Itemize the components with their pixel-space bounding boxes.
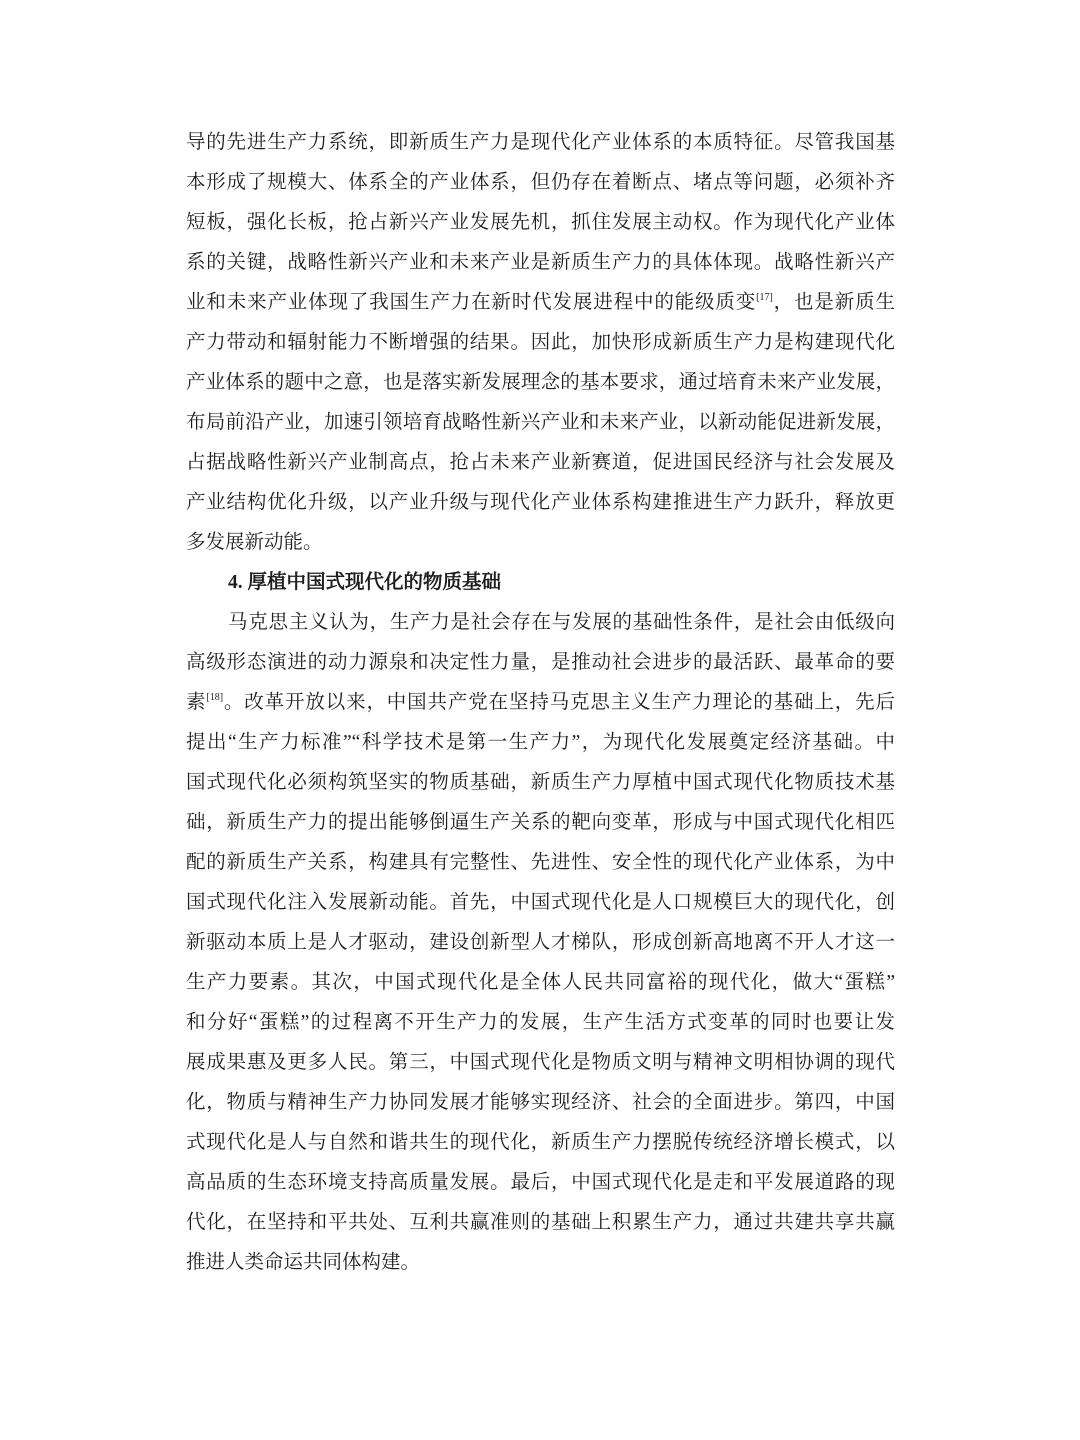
- text-line: 高品质的生态环境支持高质量发展。最后，中国式现代化是走和平发展道路的现: [186, 1172, 895, 1193]
- body-text: [186, 123, 895, 1283]
- text-line: 配的新质生产关系，构建具有完整性、先进性、安全性的现代化产业体系，为中: [186, 852, 895, 873]
- section-heading: 4. 厚植中国式现代化的物质基础: [228, 572, 502, 593]
- text-line: 和分好“蛋糕”的过程离不开生产力的发展，生产生活方式变革的同时也要让发: [186, 1012, 895, 1033]
- text-line: 展成果惠及更多人民。第三，中国式现代化是物质文明与精神文明相协调的现代: [186, 1052, 895, 1073]
- text-line: 系的关键，战略性新兴产业和未来产业是新质生产力的具体体现。战略性新兴产: [186, 252, 895, 273]
- text-line: 产力带动和辐射能力不断增强的结果。因此，加快形成新质生产力是构建现代化: [186, 332, 895, 353]
- citation-marker: [17]: [756, 292, 773, 303]
- paragraph-2: [186, 603, 895, 1283]
- text-line: 产业结构优化升级，以产业升级与现代化产业体系构建推进生产力跃升，释放更: [186, 492, 895, 513]
- text-line: 代化，在坚持和平共处、互利共赢准则的基础上积累生产力，通过共建共享共赢: [186, 1212, 895, 1233]
- text-line: 马克思主义认为，生产力是社会存在与发展的基础性条件，是社会由低级向: [228, 612, 895, 633]
- text-line: 提出“生产力标准”“科学技术是第一生产力”，为现代化发展奠定经济基础。中: [186, 732, 895, 753]
- text-line: 产业体系的题中之意，也是落实新发展理念的基本要求，通过培育未来产业发展，: [186, 372, 895, 393]
- text-line: 布局前沿产业，加速引领培育战略性新兴产业和未来产业，以新动能促进新发展，: [186, 412, 895, 433]
- text-line: 国式现代化注入发展新动能。首先，中国式现代化是人口规模巨大的现代化，创: [186, 892, 895, 913]
- text-line: 高级形态演进的动力源泉和决定性力量，是推动社会进步的最活跃、最革命的要: [186, 652, 895, 673]
- text-line: 占据战略性新兴产业制高点，抢占未来产业新赛道，促进国民经济与社会发展及: [186, 452, 895, 473]
- paragraph-1: [186, 123, 895, 563]
- text-line: 本形成了规模大、体系全的产业体系，但仍存在着断点、堵点等问题，必须补齐: [186, 172, 895, 193]
- text-line: 国式现代化必须构筑坚实的物质基础，新质生产力厚植中国式现代化物质技术基: [186, 772, 895, 793]
- text-line: 础，新质生产力的提出能够倒逼生产关系的靶向变革，形成与中国式现代化相匹: [186, 812, 895, 833]
- citation-marker: [18]: [206, 692, 224, 703]
- text-line: 多发展新动能。: [186, 532, 323, 553]
- text-line: [186, 683, 895, 723]
- text-line: 化，物质与精神生产力协同发展才能够实现经济、社会的全面进步。第四，中国: [186, 1092, 895, 1113]
- text-line: 短板，强化长板，抢占新兴产业发展先机，抓住发展主动权。作为现代化产业体: [186, 212, 895, 233]
- text-segment: 业和未来产业体现了我国生产力在新时代发展进程中的能级质变: [186, 292, 757, 313]
- text-segment: 。改革开放以来，中国共产党在坚持马克思主义生产力理论的基础上，先后: [223, 692, 895, 713]
- text-line: 导的先进生产力系统，即新质生产力是现代化产业体系的本质特征。尽管我国基: [186, 132, 895, 153]
- text-segment: 素: [186, 692, 207, 713]
- text-line: 新驱动本质上是人才驱动，建设创新型人才梯队，形成创新高地离不开人才这一: [186, 932, 895, 953]
- text-line: 生产力要素。其次，中国式现代化是全体人民共同富裕的现代化，做大“蛋糕”: [186, 972, 895, 993]
- text-line: 推进人类命运共同体构建。: [186, 1252, 421, 1273]
- text-segment: ，也是新质生: [772, 292, 895, 313]
- text-line: 式现代化是人与自然和谐共生的现代化，新质生产力摆脱传统经济增长模式，以: [186, 1132, 895, 1153]
- text-line: [186, 283, 895, 323]
